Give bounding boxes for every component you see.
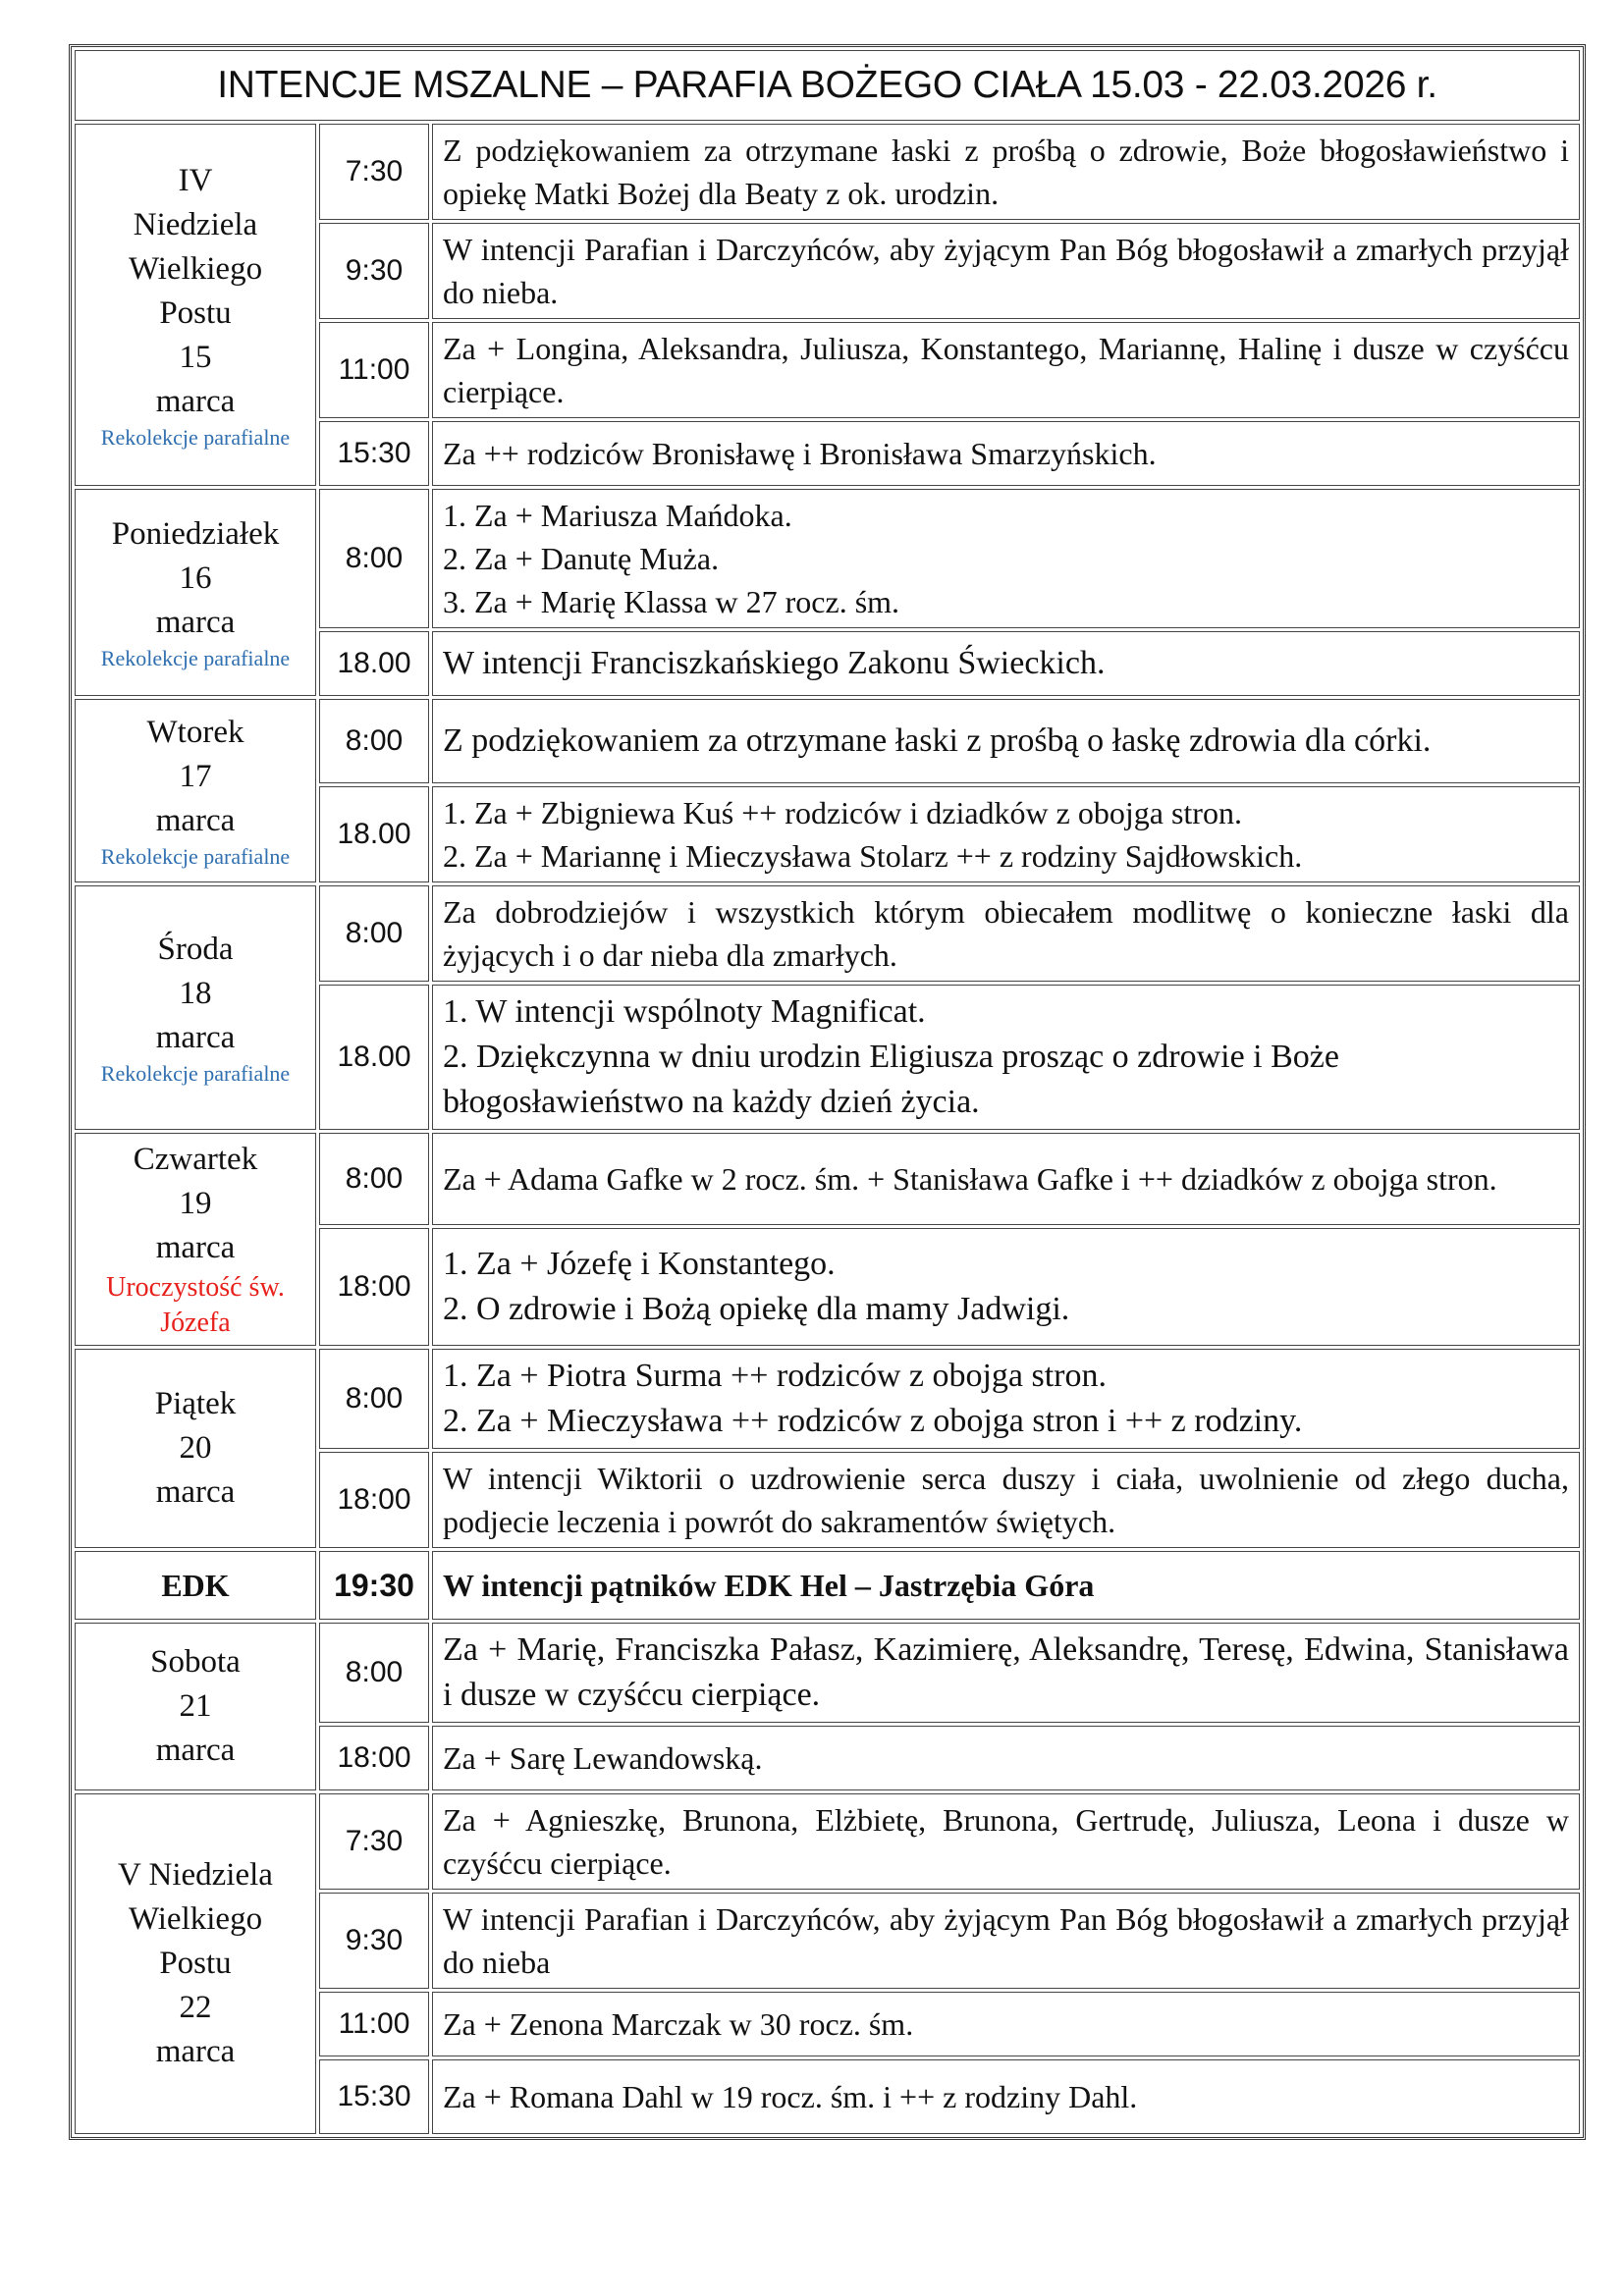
mass-intention: [432, 1893, 1580, 1989]
day-label-line: Środa: [157, 932, 234, 967]
intention-line: 1. Za + Józefę i Konstantego.: [443, 1246, 836, 1283]
mass-row: [75, 489, 1580, 628]
mass-row: [75, 1349, 1580, 1449]
day-cell: [75, 489, 316, 696]
mass-time: 8:00: [319, 1349, 429, 1449]
mass-time: 9:30: [319, 223, 429, 319]
mass-intention: [432, 1551, 1580, 1620]
mass-time: 18:00: [319, 1452, 429, 1548]
mass-time: 18.00: [319, 631, 429, 696]
intention-line: Za + Agnieszkę, Brunona, Elżbietę, Brunona, Gertrudę, Juliusza, Leona i dusze w czyśćcu cierpiące.: [443, 1802, 1569, 1881]
mass-time: 8:00: [319, 1133, 429, 1225]
day-cell: [75, 1551, 316, 1620]
day-cell: [75, 1623, 316, 1790]
intention-line: Za + Marię, Franciszka Pałasz, Kazimierę, Aleksandrę, Teresę, Edwina, Stanisława i dusze w czyśćcu cierpiące.: [443, 1631, 1569, 1713]
day-label-line: Postu: [159, 1946, 232, 1981]
retreat-note: Rekolekcje parafialne: [100, 646, 291, 670]
mass-time: 18.00: [319, 786, 429, 882]
day-label-line: Wielkiego: [128, 250, 263, 287]
intention-line: Z podziękowaniem za otrzymane łaski z prośbą o łaskę zdrowia dla córki.: [443, 722, 1432, 759]
day-label-line: 20: [179, 1430, 212, 1466]
day-label-line: marca: [155, 1733, 236, 1768]
page-title: INTENCJE MSZALNE – PARAFIA BOŻEGO CIAŁA 15.03 - 22.03.2026 r.: [75, 50, 1580, 121]
day-cell: [75, 124, 316, 486]
day-label-line: 16: [179, 561, 212, 596]
day-label-line: marca: [155, 1474, 236, 1510]
mass-time: 8:00: [319, 489, 429, 628]
day-label-line: marca: [155, 383, 236, 419]
day-label-line: 17: [179, 759, 212, 794]
day-label-line: Postu: [159, 294, 232, 331]
mass-time: 19:30: [319, 1551, 429, 1620]
retreat-note: Rekolekcje parafialne: [100, 1061, 291, 1086]
day-label-line: 18: [179, 976, 212, 1011]
mass-time: 18:00: [319, 1228, 429, 1346]
title-row: [75, 50, 1580, 121]
mass-time: 18.00: [319, 985, 429, 1130]
day-label-line: marca: [155, 2034, 236, 2069]
mass-intention: [432, 421, 1580, 486]
mass-intention: [432, 1228, 1580, 1346]
day-cell: [75, 885, 316, 1130]
day-cell: [75, 1133, 316, 1346]
mass-row: [75, 1133, 1580, 1225]
intention-line: Za + Sarę Lewandowską.: [443, 1740, 763, 1776]
intention-line: 2. O zdrowie i Bożą opiekę dla mamy Jadwigi.: [443, 1291, 1070, 1328]
mass-row: [75, 1623, 1580, 1723]
intention-line: 3. Za + Marię Klassa w 27 rocz. śm.: [443, 584, 900, 619]
mass-time: 11:00: [319, 322, 429, 418]
mass-intention: [432, 985, 1580, 1130]
intention-line: 2. Za + Mieczysława ++ rodziców z obojga stron i ++ z rodziny.: [443, 1403, 1303, 1439]
intention-line: Za + Adama Gafke w 2 rocz. śm. + Stanisława Gafke i ++ dziadków z obojga stron.: [443, 1161, 1497, 1198]
mass-time: 9:30: [319, 1893, 429, 1989]
mass-row: [75, 885, 1580, 982]
mass-time: 7:30: [319, 1793, 429, 1890]
intention-line: 1. W intencji wspólnoty Magnificat.: [443, 993, 926, 1030]
mass-intention: [432, 786, 1580, 882]
day-label-line: marca: [155, 1230, 236, 1265]
mass-intention: [432, 885, 1580, 982]
mass-intention: [432, 1726, 1580, 1790]
intention-line: 2. Za + Danutę Muża.: [443, 541, 720, 576]
mass-row: [75, 699, 1580, 783]
day-label-line: 19: [179, 1186, 212, 1221]
mass-intention: [432, 223, 1580, 319]
day-cell: [75, 1349, 316, 1548]
day-label-line: Niedziela: [133, 206, 258, 242]
mass-time: 18:00: [319, 1726, 429, 1790]
intentions-sheet: [69, 44, 1586, 2140]
mass-intention: [432, 124, 1580, 220]
feast-note: Uroczystość św. Józefa: [106, 1272, 285, 1338]
intention-line: 1. Za + Zbigniewa Kuś ++ rodziców i dziadków z obojga stron.: [443, 795, 1242, 830]
mass-time: 15:30: [319, 2059, 429, 2134]
mass-time: 7:30: [319, 124, 429, 220]
mass-intention: [432, 322, 1580, 418]
day-cell: [75, 699, 316, 882]
day-label-line: 22: [179, 1990, 212, 2025]
mass-row: [75, 124, 1580, 220]
intention-line: 2. Za + Mariannę i Mieczysława Stolarz ++ z rodziny Sajdłowskich.: [443, 838, 1303, 874]
intention-line: W intencji pątników EDK Hel – Jastrzębia Góra: [443, 1568, 1095, 1603]
intentions-table: [72, 47, 1583, 2137]
day-label-line: V Niedziela: [118, 1857, 273, 1893]
intention-line: W intencji Parafian i Darczyńców, aby żyjącym Pan Bóg błogosławił a zmarłych przyjął do nieba.: [443, 232, 1569, 310]
intention-line: Za + Zenona Marczak w 30 rocz. śm.: [443, 2006, 914, 2042]
day-label-line: marca: [155, 803, 236, 838]
day-label-line: EDK: [161, 1567, 230, 1603]
mass-time: 8:00: [319, 699, 429, 783]
intention-line: Z podziękowaniem za otrzymane łaski z prośbą o zdrowie, Boże błogosławieństwo i opiekę Matki Bożej dla Beaty z ok. urodzin.: [443, 133, 1569, 211]
day-label-line: marca: [155, 1020, 236, 1055]
day-label-line: IV: [178, 162, 213, 198]
day-label-line: Sobota: [150, 1644, 241, 1680]
day-label-line: Czwartek: [133, 1142, 258, 1177]
mass-time: 8:00: [319, 1623, 429, 1723]
intention-line: Za dobrodziejów i wszystkich którym obiecałem modlitwę o konieczne łaski dla żyjących i o dar nieba dla zmarłych.: [443, 894, 1569, 973]
mass-intention: [432, 1349, 1580, 1449]
mass-intention: [432, 699, 1580, 783]
day-label-line: Wielkiego: [128, 1901, 263, 1937]
mass-intention: [432, 489, 1580, 628]
retreat-note: Rekolekcje parafialne: [100, 424, 291, 450]
intention-line: Za + Romana Dahl w 19 rocz. śm. i ++ z rodziny Dahl.: [443, 2079, 1138, 2114]
mass-intention: [432, 1992, 1580, 2056]
mass-time: 8:00: [319, 885, 429, 982]
day-cell: [75, 1793, 316, 2134]
mass-intention: [432, 1452, 1580, 1548]
mass-intention: [432, 1133, 1580, 1225]
mass-row: [75, 1551, 1580, 1620]
day-label-line: Piątek: [154, 1386, 237, 1421]
mass-intention: [432, 631, 1580, 696]
intention-line: Za + Longina, Aleksandra, Juliusza, Konstantego, Mariannę, Halinę i dusze w czyśćcu cierpiące.: [443, 331, 1569, 409]
mass-intention: [432, 1623, 1580, 1723]
mass-time: 15:30: [319, 421, 429, 486]
intention-line: 1. Za + Mariusza Mańdoka.: [443, 498, 792, 533]
day-label-line: Poniedziałek: [111, 516, 280, 552]
intention-line: 1. Za + Piotra Surma ++ rodziców z obojga stron.: [443, 1358, 1107, 1394]
retreat-note: Rekolekcje parafialne: [100, 844, 291, 869]
day-label-line: Wtorek: [146, 715, 244, 750]
day-label-line: 21: [179, 1688, 212, 1724]
day-label-line: 15: [179, 339, 212, 375]
mass-row: [75, 1793, 1580, 1890]
day-label-line: marca: [155, 605, 236, 640]
mass-intention: [432, 1793, 1580, 1890]
intention-line: 2. Dziękczynna w dniu urodzin Eligiusza prosząc o zdrowie i Boże błogosławieństwo na każdy dzień życia.: [443, 1039, 1339, 1120]
mass-time: 11:00: [319, 1992, 429, 2056]
intention-line: W intencji Franciszkańskiego Zakonu Świeckich.: [443, 645, 1106, 681]
mass-intention: [432, 2059, 1580, 2134]
intention-line: Za ++ rodziców Bronisławę i Bronisława Smarzyńskich.: [443, 436, 1157, 471]
intention-line: W intencji Wiktorii o uzdrowienie serca duszy i ciała, uwolnienie od złego ducha, podjecie leczenia i powrót do sakramentów świętych.: [443, 1461, 1569, 1539]
intention-line: W intencji Parafian i Darczyńców, aby żyjącym Pan Bóg błogosławił a zmarłych przyjął do nieba: [443, 1901, 1569, 1980]
